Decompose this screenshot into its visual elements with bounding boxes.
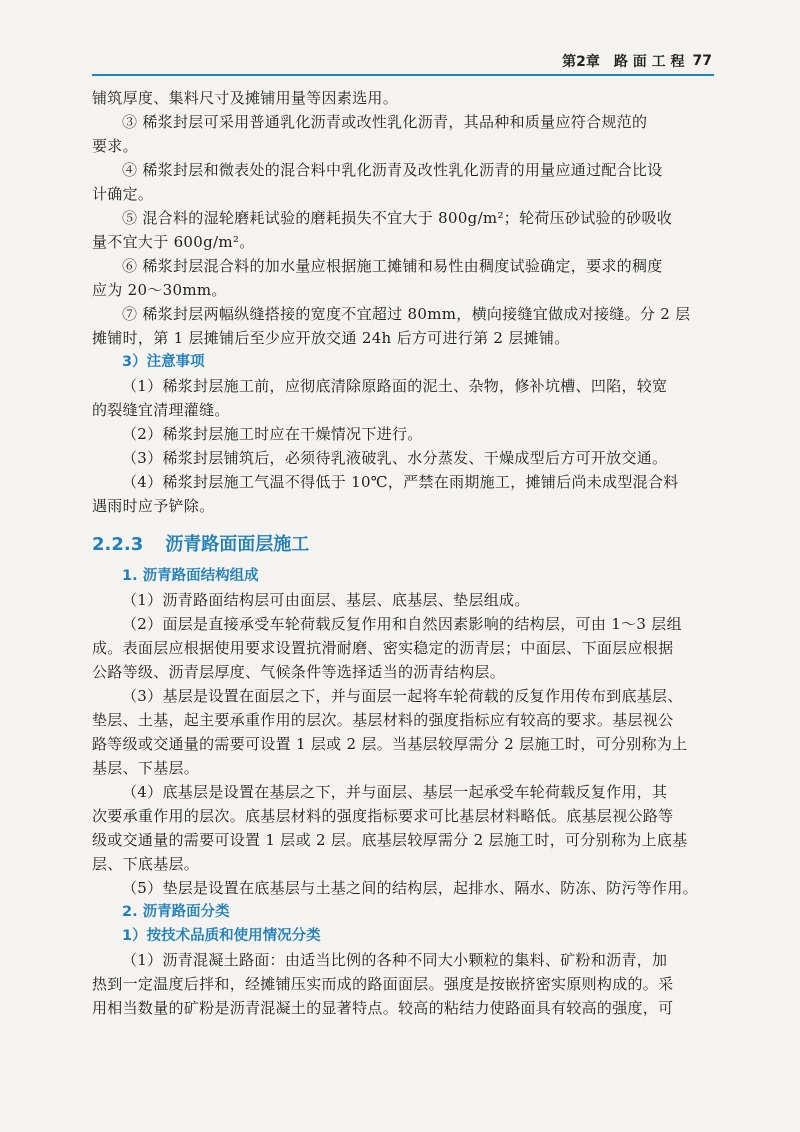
paragraph: （1）稀浆封层施工前，应彻底清除原路面的泥土、杂物，修补坑槽、凹陷，较宽 xyxy=(122,377,668,395)
page-body xyxy=(92,86,716,1020)
paragraph: 成。表面层应根据使用要求设置抗滑耐磨、密实稳定的沥青层；中面层、下面层应根据 xyxy=(92,639,674,657)
paragraph: 路等级或交通量的需要可设置 1 层或 2 层。当基层较厚需分 2 层施工时，可分别称为上 xyxy=(92,735,688,753)
chapter-title: 路 面 工 程 xyxy=(613,54,685,70)
paragraph: ⑤ 混合料的湿轮磨耗试验的磨耗损失不宜大于 800g/m²；轮荷压砂试验的砂吸收 xyxy=(122,209,673,227)
paragraph: 应为 20～30mm。 xyxy=(92,281,227,299)
section-heading xyxy=(92,532,716,558)
paragraph: 量不宜大于 600g/m²。 xyxy=(92,233,255,251)
page-number: 77 xyxy=(692,53,712,69)
paragraph: 公路等级、沥青层厚度、气候条件等选择适当的沥青结构层。 xyxy=(92,663,506,681)
subsection-heading: 1. 沥青路面结构组成 xyxy=(122,568,259,584)
paragraph: （3）基层是设置在面层之下，并与面层一起将车轮荷载的反复作用传布到底基层、 xyxy=(122,687,683,705)
chapter-label: 第2章 xyxy=(562,54,600,70)
paragraph: （4）稀浆封层施工气温不得低于 10℃，严禁在雨期施工，摊铺后尚未成型混合料 xyxy=(122,473,679,491)
paragraph: （2）稀浆封层施工时应在干燥情况下进行。 xyxy=(122,425,423,443)
paragraph: 计确定。 xyxy=(92,185,154,203)
section-title: 沥青路面面层施工 xyxy=(165,534,310,555)
paragraph: （5）垫层是设置在底基层与土基之间的结构层，起排水、隔水、防冻、防污等作用。 xyxy=(122,879,698,897)
paragraph: 级或交通量的需要可设置 1 层或 2 层。底基层较厚需分 2 层施工时，可分别称为上底基 xyxy=(92,831,688,849)
paragraph: ④ 稀浆封层和微表处的混合料中乳化沥青及改性乳化沥青的用量应通过配合比设 xyxy=(122,161,663,179)
paragraph: 基层、下基层。 xyxy=(92,759,200,777)
paragraph: 要求。 xyxy=(92,137,138,155)
paragraph: 遇雨时应予铲除。 xyxy=(92,497,215,515)
paragraph: 摊铺时，第 1 层摊铺后至少应开放交通 24h 后方可进行第 2 层摊铺。 xyxy=(92,329,570,347)
paragraph: 层、下底基层。 xyxy=(92,855,200,873)
paragraph: （4）底基层是设置在基层之下，并与面层、基层一起承受车轮荷载反复作用，其 xyxy=(122,783,668,801)
paragraph: 垫层、土基，起主要承重作用的层次。基层材料的强度指标应有较高的要求。基层视公 xyxy=(92,711,674,729)
paragraph: ⑦ 稀浆封层两幅纵缝搭接的宽度不宜超过 80mm，横向接缝宜做成对接缝。分 2 层 xyxy=(122,305,691,323)
paragraph: 用相当数量的矿粉是沥青混凝土的显著特点。较高的粘结力使路面具有较高的强度，可 xyxy=(92,999,674,1017)
paragraph: （3）稀浆封层铺筑后，必须待乳液破乳、水分蒸发、干燥成型后方可开放交通。 xyxy=(122,449,668,467)
subsubsection-heading: 1）按技术品质和使用情况分类 xyxy=(122,928,321,944)
paragraph: （1）沥青路面结构层可由面层、基层、底基层、垫层组成。 xyxy=(122,591,530,609)
header-rule xyxy=(92,74,714,76)
notes-heading: 3）注意事项 xyxy=(122,354,205,370)
paragraph: （2）面层是直接承受车轮荷载反复作用和自然因素影响的结构层，可由 1～3 层组 xyxy=(122,615,682,633)
paragraph: 次要承重作用的层次。底基层材料的强度指标要求可比基层材料略低。底基层视公路等 xyxy=(92,807,674,825)
paragraph: ③ 稀浆封层可采用普通乳化沥青或改性乳化沥青，其品种和质量应符合规范的 xyxy=(122,113,648,131)
paragraph: 铺筑厚度、集料尺寸及摊铺用量等因素选用。 xyxy=(92,89,399,107)
paragraph: ⑥ 稀浆封层混合料的加水量应根据施工摊铺和易性由稠度试验确定，要求的稠度 xyxy=(122,257,663,275)
page-header xyxy=(92,50,712,72)
paragraph: （1）沥青混凝土路面：由适当比例的各种不同大小颗粒的集料、矿粉和沥青，加 xyxy=(122,951,668,969)
paragraph: 的裂缝宜清理灌缝。 xyxy=(92,401,230,419)
subsection-heading: 2. 沥青路面分类 xyxy=(122,904,230,920)
paragraph: 热到一定温度后拌和，经摊铺压实而成的路面面层。强度是按嵌挤密实原则构成的。采 xyxy=(92,975,674,993)
section-number: 2.2.3 xyxy=(92,534,144,555)
